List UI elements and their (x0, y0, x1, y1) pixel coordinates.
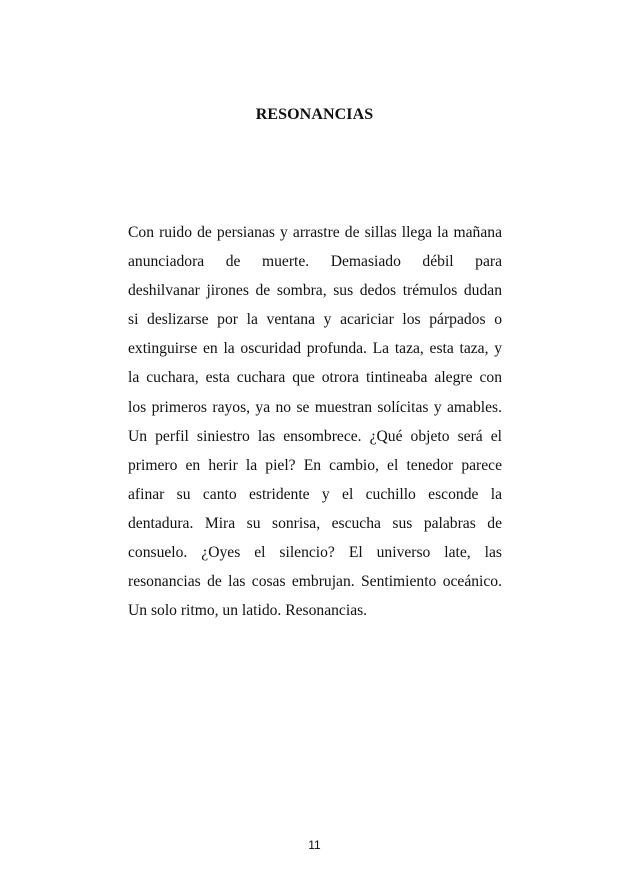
text-line-last: Un solo ritmo, un latido. Resonancias. (128, 602, 368, 620)
text-line: afinar su canto estridente y el cuchillo esconde la (128, 485, 502, 503)
text-line: primero en herir la piel? En cambio, el tenedor parece (128, 456, 502, 474)
text-line: anunciadora de muerte. Demasiado débil para (128, 253, 502, 271)
text-line: consuelo. ¿Oyes el silencio? El universo late, las (128, 544, 502, 562)
text-line: los primeros rayos, ya no se muestran solícitas y amables. (128, 398, 502, 416)
text-line: extinguirse en la oscuridad profunda. La taza, esta taza, y (128, 340, 502, 358)
page-title: RESONANCIAS (255, 106, 374, 123)
text-line: si deslizarse por la ventana y acariciar los párpados o (128, 311, 502, 329)
text-line: dentadura. Mira su sonrisa, escucha sus palabras de (128, 514, 502, 532)
text-line: la cuchara, esta cuchara que otrora tintineaba alegre con (128, 369, 502, 387)
text-line: Un perfil siniestro las ensombrece. ¿Qué objeto será el (128, 427, 502, 445)
text-line: deshilvanar jirones de sombra, sus dedos trémulos dudan (128, 282, 502, 300)
body-paragraph (128, 218, 502, 625)
text-line: resonancias de las cosas embrujan. Sentimiento oceánico. (128, 573, 502, 591)
text-line: Con ruido de persianas y arrastre de sillas llega la mañana (128, 224, 502, 241)
page-number: 11 (308, 838, 321, 852)
